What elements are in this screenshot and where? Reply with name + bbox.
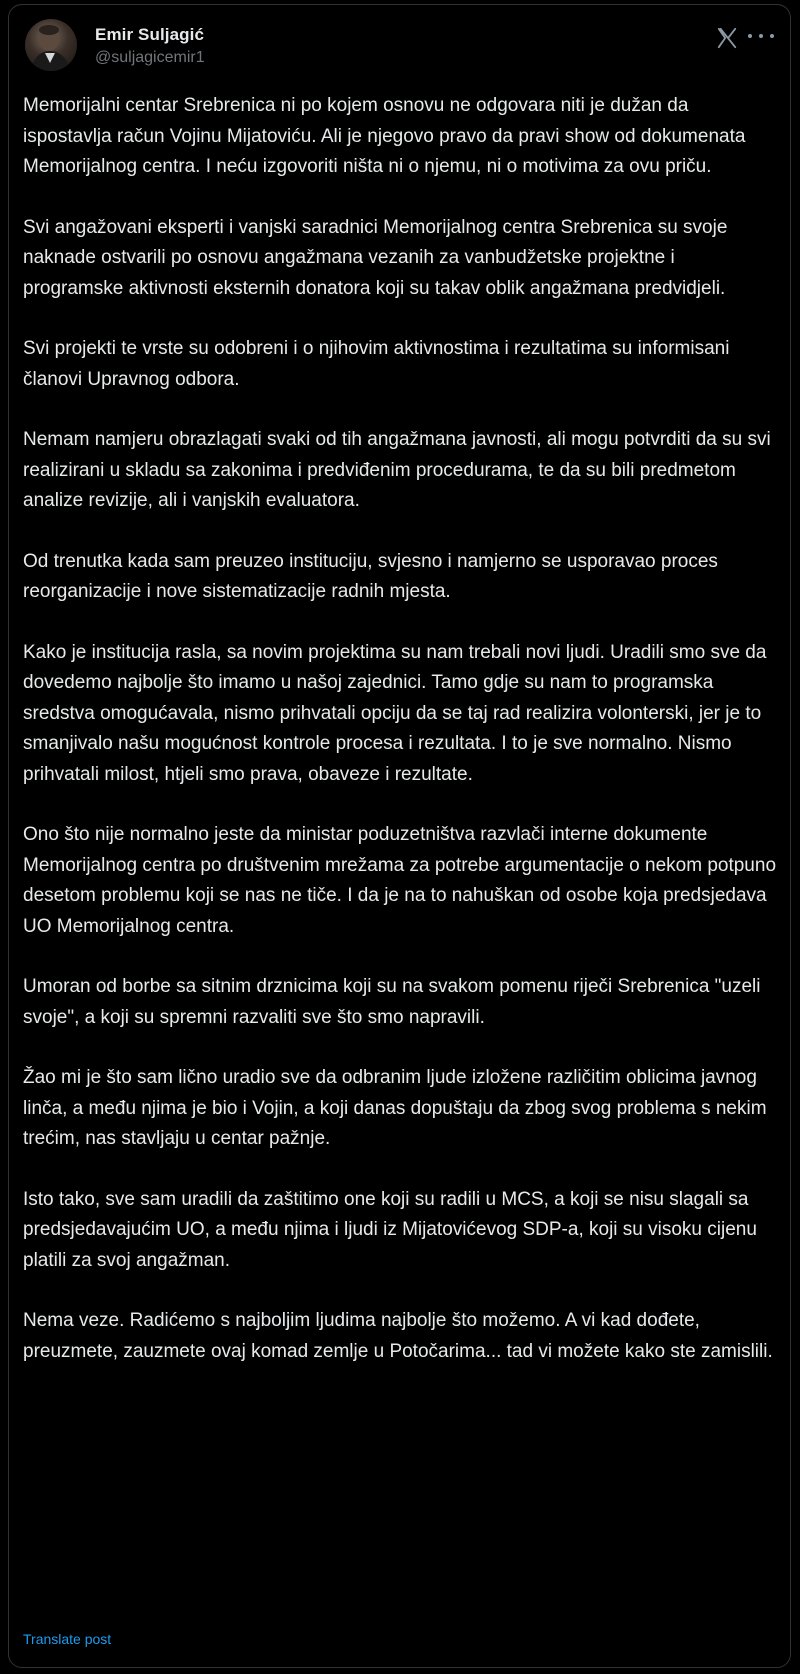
post-paragraph: Memorijalni centar Srebrenica ni po kojem osnovu ne odgovara niti je dužan da ispostavlja račun Vojinu Mijatoviću. Ali je njegovo pravo da pravi show od dokumenata Memorijalnog centra. I neću izgovoriti ništa ni o njemu, ni o motivima za ovu priču.	[23, 95, 746, 177]
avatar-photo-icon	[25, 19, 77, 71]
translate-post-link[interactable]: Translate post	[23, 1631, 112, 1647]
more-dots-icon[interactable]	[748, 25, 774, 47]
avatar[interactable]	[25, 19, 77, 71]
x-logo-icon[interactable]	[716, 27, 738, 49]
post-card	[8, 4, 791, 1668]
post-header	[25, 19, 774, 79]
post-paragraph: Svi projekti te vrste su odobreni i o njihovim aktivnostima i rezultatima su informisani članovi Upravnog odbora.	[23, 338, 730, 390]
post-paragraph: Od trenutka kada sam preuzeo instituciju, svjesno i namjerno se usporavao proces reorganizacije i nove sistematizacije radnih mjesta.	[23, 550, 718, 602]
post-paragraph: Isto tako, sve sam uradili da zaštitimo one koji su radili u MCS, a koji se nisu slagali sa predsjedavajućim UO, a među njima i ljudi iz Mijatovićevog SDP-a, koji su visoku cijenu platili za svoj angažman.	[23, 1188, 757, 1271]
post-paragraph: Kako je institucija rasla, sa novim projektima su nam trebali novi ljudi. Uradili smo sve da dovedemo najbolje što imamo u našoj zajednici. Tamo gdje su nam to programska sredstva omogućavala, nismo prihvatali opciju da se taj rad realizira volonterski, jer je to smanjivalo našu mogućnost kontrole procesa i rezultata. I to je sve normalno. Nismo prihvatali milost, htjeli smo prava, obaveze i rezultate.	[23, 641, 767, 785]
post-paragraph: Žao mi je što sam lično uradio sve da odbranim ljude izložene različitim oblicima javnog linča, a među njima je bio i Vojin, a koji danas dopuštaju da zbog svog problema s nekim trećim, nas stavljaju u centar pažnje.	[23, 1067, 767, 1149]
post-paragraph: Nemam namjeru obrazlagati svaki od tih angažmana javnosti, ali mogu potvrditi da su svi realizirani u skladu sa zakonima i predviđenim procedurama, te da su bili predmetom analize revizije, ali i vanjskih evaluatora.	[23, 429, 771, 511]
post-paragraph: Ono što nije normalno jeste da ministar poduzetništva razvlači interne dokumente Memorijalnog centra po društvenim mrežama za potrebe argumentacije o nekom potpuno desetom problemu koji se nas ne tiče. I da je na to nahuškan od osobe koja predsjedava UO Memorijalnog centra.	[23, 824, 777, 937]
author-handle[interactable]: @suljagicemir1	[95, 49, 205, 66]
author-name[interactable]: Emir Suljagić	[95, 25, 205, 44]
post-text	[23, 91, 779, 1397]
post-paragraph: Svi angažovani eksperti i vanjski saradnici Memorijalnog centra Srebrenica su svoje naknade ostvarili po osnovu angažmana vezanih za vanbudžetske projektne i programske aktivnosti eksternih donatora koji su takav oblik angažmana predvidjeli.	[23, 216, 728, 299]
post-paragraph: Nema veze. Radićemo s najboljim ljudima najbolje što možemo. A vi kad dođete, preuzmete, zauzmete ovaj komad zemlje u Potočarima... tad vi možete kako ste zamislili.	[23, 1310, 773, 1362]
post-paragraph: Umoran od borbe sa sitnim drznicima koji su na svakom pomenu riječi Srebrenica "uzeli svoje", a koji su spremni razvaliti sve što smo napravili.	[23, 976, 761, 1028]
